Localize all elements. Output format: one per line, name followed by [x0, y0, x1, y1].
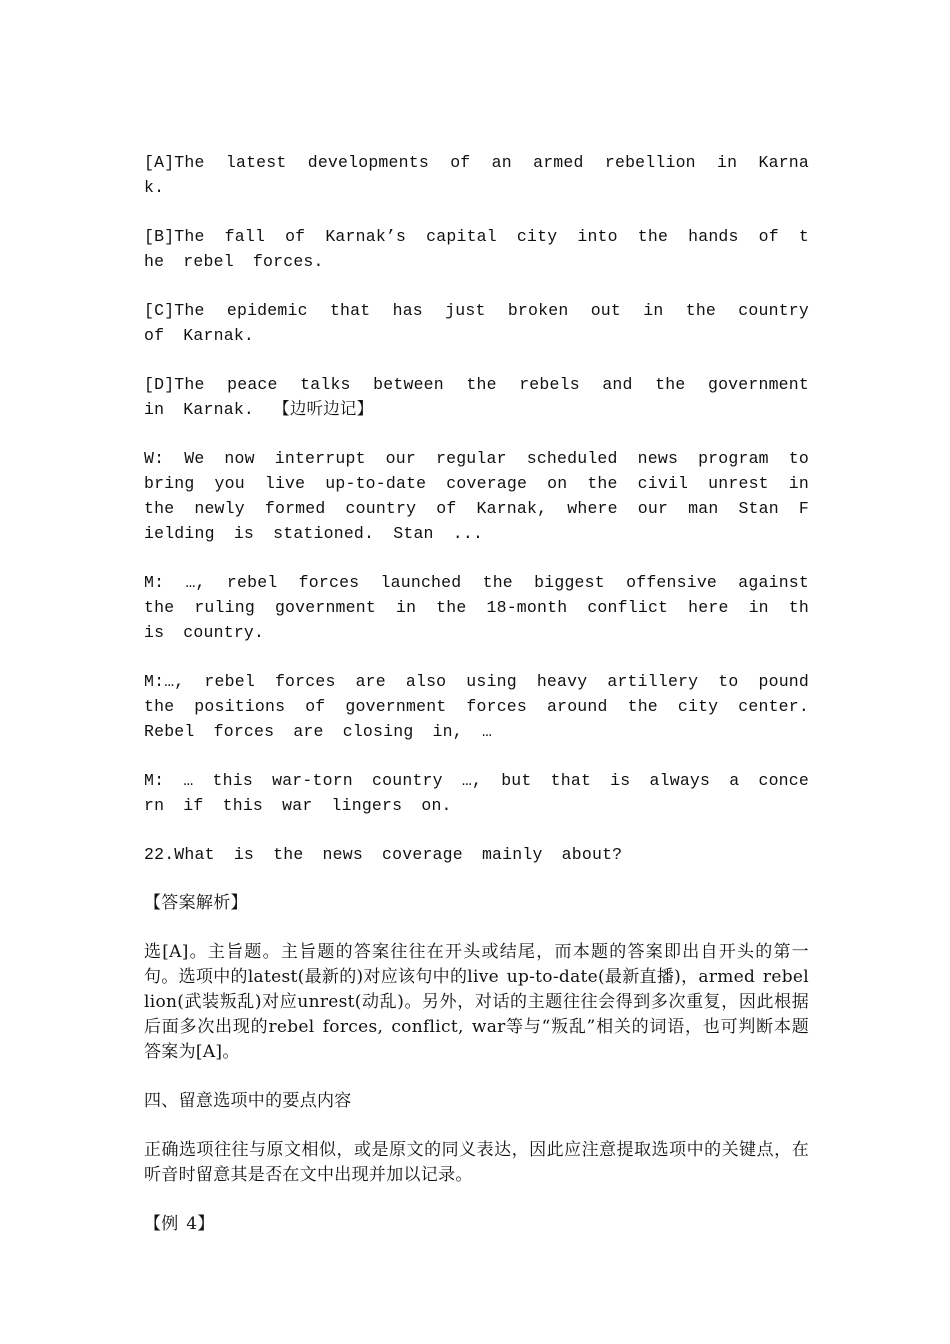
- option-c: [C]The epidemic that has just broken out in the country of Karnak.: [144, 301, 809, 345]
- question: 22.What is the news coverage mainly about?: [144, 845, 623, 864]
- transcript-line: W: We now interrupt our regular scheduled news program to bring you live up-to-date coverage on the civil unrest in the newly formed country of Karnak, where our man Stan Fielding is stationed. Stan ...: [144, 449, 809, 543]
- answer-explanation: 选[A]。主旨题。主旨题的答案往往在开头或结尾，而本题的答案即出自开头的第一句。选项中的latest(最新的)对应该句中的live up-to-date(最新直播)，armed rebellion(武装叛乱)对应unrest(动乱)。另外，对话的主题往往会得到多次重复，因此根据后面多次出现的rebel forces, conflict, war等与“叛乱”相关的词语，也可判断本题答案为[A]。: [144, 942, 809, 1062]
- example-label: 【例 4】: [144, 1214, 215, 1234]
- option-b: [B]The fall of Karnak’s capital city into the hands of the rebel forces.: [144, 227, 809, 271]
- option-d: [D]The peace talks between the rebels and the government in Karnak. 【边听边记】: [144, 375, 809, 419]
- transcript-line: M:…, rebel forces are also using heavy artillery to pound the positions of government forces around the city center. Rebel forces are closing in, …: [144, 672, 809, 741]
- option-a: [A]The latest developments of an armed rebellion in Karnak.: [144, 153, 809, 197]
- document-page: [144, 150, 809, 1261]
- transcript-line: M: …, rebel forces launched the biggest offensive against the ruling government in the 18-month conflict here in this country.: [144, 573, 809, 642]
- section-text: 正确选项往往与原文相似，或是原文的同义表达，因此应注意提取选项中的关键点，在听音时留意其是否在文中出现并加以记录。: [144, 1140, 809, 1185]
- answer-heading: 【答案解析】: [144, 893, 248, 913]
- transcript-line: M: … this war-torn country …, but that is always a concern if this war lingers on.: [144, 771, 809, 815]
- section-heading: 四、留意选项中的要点内容: [144, 1091, 352, 1111]
